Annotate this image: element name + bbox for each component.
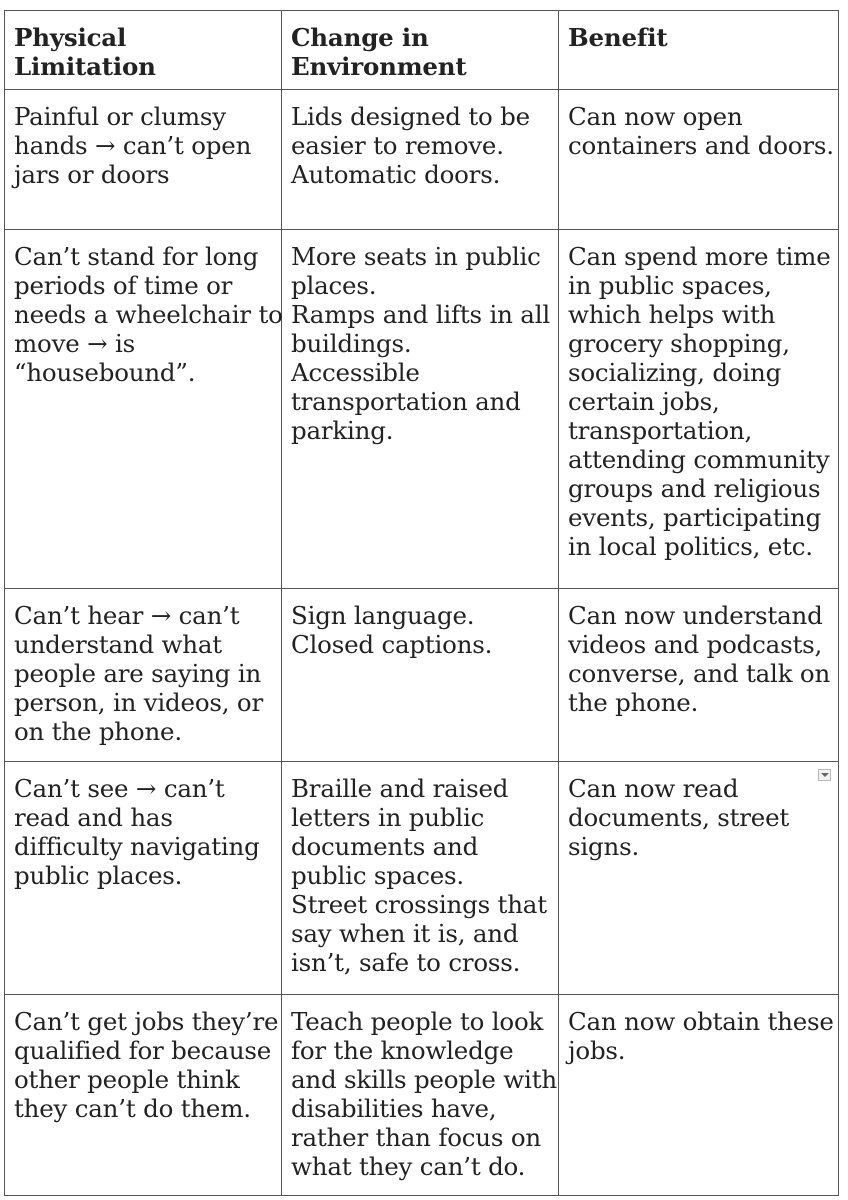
header-text: Limitation xyxy=(14,52,156,81)
header-benefit xyxy=(559,11,839,90)
table-row xyxy=(5,762,839,995)
cell-line: Closed captions. xyxy=(291,630,493,659)
cell-line: people are saying in xyxy=(14,659,262,688)
cell-line: understand what xyxy=(14,630,222,659)
cell-line: events, participating xyxy=(568,503,822,532)
cell-line: Sign language. xyxy=(291,601,475,630)
cell-line: documents, street xyxy=(568,803,790,832)
cell-line: in public spaces, xyxy=(568,271,772,300)
header-physical-limitation xyxy=(5,11,282,90)
cell-line: what they can’t do. xyxy=(291,1152,526,1181)
cell-line: move → is xyxy=(14,329,136,358)
limitation-cell xyxy=(5,589,282,762)
cell-line: hands → can’t open xyxy=(14,131,252,160)
cell-line: say when it is, and xyxy=(291,919,519,948)
header-row xyxy=(5,11,839,90)
cell-line: Ramps and lifts in all xyxy=(291,300,550,329)
chevron-down-icon[interactable] xyxy=(818,769,831,781)
cell-line: easier to remove. xyxy=(291,131,504,160)
cell-line: Lids designed to be xyxy=(291,102,530,131)
limitation-cell xyxy=(5,90,282,230)
cell-line: jars or doors xyxy=(14,160,170,189)
cell-line: Can now obtain these xyxy=(568,1007,834,1036)
cell-line: Can’t see → can’t xyxy=(14,774,225,803)
benefit-cell xyxy=(559,90,839,230)
limitation-cell xyxy=(5,230,282,589)
cell-line: read and has xyxy=(14,803,173,832)
header-change-in-environment xyxy=(282,11,559,90)
cell-line: Can now read xyxy=(568,774,739,803)
cell-line: they can’t do them. xyxy=(14,1094,251,1123)
cell-line: containers and doors. xyxy=(568,131,834,160)
cell-line: converse, and talk on xyxy=(568,659,831,688)
change-cell xyxy=(282,995,559,1196)
cell-line: which helps with xyxy=(568,300,776,329)
table-row xyxy=(5,90,839,230)
table-row xyxy=(5,589,839,762)
cell-line: Can’t stand for long xyxy=(14,242,259,271)
cell-line: Painful or clumsy xyxy=(14,102,226,131)
cell-line: disabilities have, xyxy=(291,1094,497,1123)
cell-line: letters in public xyxy=(291,803,485,832)
cell-line: in local politics, etc. xyxy=(568,532,813,561)
benefit-cell xyxy=(559,995,839,1196)
cell-line: transportation and xyxy=(291,387,521,416)
header-text: Change in xyxy=(291,23,429,52)
header-text: Benefit xyxy=(568,23,668,52)
cell-line: isn’t, safe to cross. xyxy=(291,948,521,977)
limitation-cell xyxy=(5,762,282,995)
cell-line: parking. xyxy=(291,416,394,445)
cell-line: difficulty navigating xyxy=(14,832,260,861)
benefit-cell xyxy=(559,589,839,762)
cell-line: grocery shopping, xyxy=(568,329,790,358)
cell-line: Can’t hear → can’t xyxy=(14,601,240,630)
table-row xyxy=(5,995,839,1196)
cell-line: rather than focus on xyxy=(291,1123,541,1152)
limitation-cell xyxy=(5,995,282,1196)
cell-line: Teach people to look xyxy=(291,1007,544,1036)
cell-line: documents and xyxy=(291,832,479,861)
header-text: Physical xyxy=(14,23,127,52)
benefit-cell xyxy=(559,762,839,995)
cell-line: Can’t get jobs they’re xyxy=(14,1007,279,1036)
cell-line: public places. xyxy=(14,861,183,890)
cell-line: groups and religious xyxy=(568,474,821,503)
cell-line: on the phone. xyxy=(14,717,182,746)
change-cell xyxy=(282,762,559,995)
change-cell xyxy=(282,90,559,230)
cell-line: Can now open xyxy=(568,102,743,131)
cell-line: socializing, doing xyxy=(568,358,782,387)
cell-line: Street crossings that xyxy=(291,890,547,919)
cell-line: needs a wheelchair to xyxy=(14,300,283,329)
cell-line: Can spend more time xyxy=(568,242,831,271)
cell-line: places. xyxy=(291,271,377,300)
benefit-cell xyxy=(559,230,839,589)
cell-line: Braille and raised xyxy=(291,774,509,803)
cell-line: attending community xyxy=(568,445,830,474)
cell-line: videos and podcasts, xyxy=(568,630,823,659)
cell-line: More seats in public xyxy=(291,242,541,271)
cell-line: transportation, xyxy=(568,416,753,445)
change-cell xyxy=(282,589,559,762)
table-row xyxy=(5,230,839,589)
cell-line: periods of time or xyxy=(14,271,233,300)
header-text: Environment xyxy=(291,52,467,81)
cell-line: “housebound”. xyxy=(14,358,196,387)
cell-line: signs. xyxy=(568,832,640,861)
cell-line: Automatic doors. xyxy=(291,160,501,189)
cell-line: the phone. xyxy=(568,688,699,717)
change-cell xyxy=(282,230,559,589)
cell-line: person, in videos, or xyxy=(14,688,263,717)
cell-line: Accessible xyxy=(291,358,420,387)
cell-line: and skills people with xyxy=(291,1065,557,1094)
accommodations-table xyxy=(4,10,839,1196)
cell-line: qualified for because xyxy=(14,1036,272,1065)
cell-line: other people think xyxy=(14,1065,240,1094)
cell-line: jobs. xyxy=(568,1036,626,1065)
cell-line: public spaces. xyxy=(291,861,464,890)
cell-line: certain jobs, xyxy=(568,387,720,416)
cell-line: for the knowledge xyxy=(291,1036,514,1065)
cell-line: buildings. xyxy=(291,329,412,358)
cell-line: Can now understand xyxy=(568,601,823,630)
